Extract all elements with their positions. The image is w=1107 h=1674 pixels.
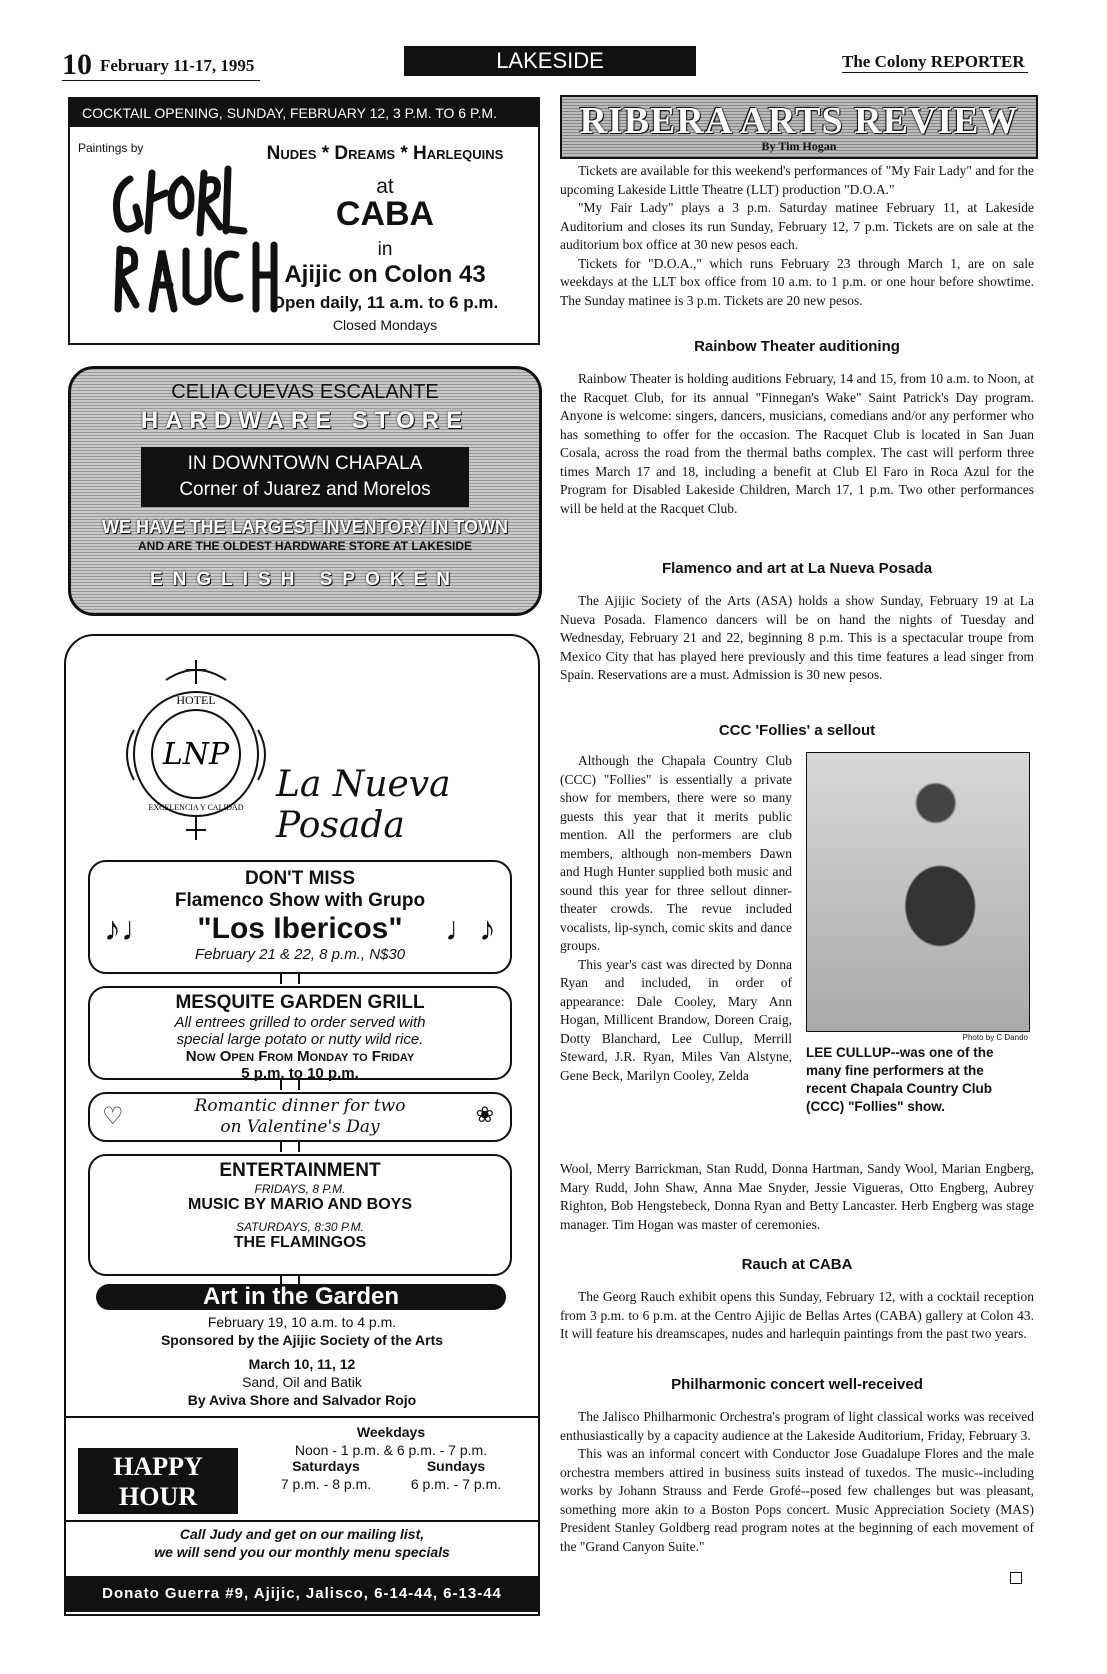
saturdays-act: THE FLAMINGOS — [233, 1234, 367, 1251]
la-nueva-posada-ad — [64, 634, 540, 1616]
sunday-times: 6 p.m. - 7 p.m. — [410, 1476, 502, 1492]
end-mark-icon — [1010, 1572, 1022, 1584]
flamenco-line: Flamenco Show with Grupo — [174, 890, 426, 911]
section-banner: LAKESIDE — [404, 46, 696, 76]
divider — [66, 1416, 538, 1418]
store-name: HARDWARE STORE — [140, 407, 470, 434]
issue-date: February 11-17, 1995 — [100, 56, 255, 75]
saturdays-label: Saturdays — [292, 1458, 360, 1474]
paintings-by-label: Paintings by — [78, 141, 144, 155]
newspaper-name: The Colony REPORTER — [842, 52, 1025, 71]
ccc-paragraph: Although the Chapala Country Club (CCC) "Follies" is essentially a private show for members, there were so many guests this year that it merits public mention. All the performers are club members, although non-members Dawn and Hugh Hunter supplied both music and sound this year for three sellout dinner-theater crowds. The revue included vocalists, lip-synch, comic skits and dance groups. — [560, 753, 792, 953]
location-line-1: IN DOWNTOWN CHAPALA — [187, 453, 423, 474]
heading-ccc: CCC 'Follies' a sellout — [718, 722, 876, 739]
mailing-list-line-2: we will send you our monthly menu specials — [154, 1544, 450, 1560]
inventory-claim: WE HAVE THE LARGEST INVENTORY IN TOWN — [101, 517, 509, 537]
mesquite-grill-box — [88, 986, 512, 1080]
flamenco-show-box — [88, 860, 512, 974]
heading-philharmonic: Philharmonic concert well-received — [671, 1376, 923, 1393]
at-label: at — [376, 175, 394, 198]
intro-paragraph: Tickets for "D.O.A.," which runs February 23 through March 1, are on sale weekdays at the LLT box office from 10 a.m. to 1 p.m. or one hour before showtime. The Sunday matinee is 3 p.m. Tickets are 20 new pesos. — [560, 255, 1034, 308]
review-banner — [560, 95, 1038, 159]
art-sponsor: Sponsored by the Ajijic Society of the Arts — [160, 1332, 444, 1348]
show-dates: February 21 & 22, 8 p.m., N$30 — [194, 946, 406, 963]
rauch-text — [560, 1288, 1034, 1344]
rauch-exhibit-ad — [68, 97, 540, 345]
flamenco-text — [560, 592, 1034, 685]
sundays-label: Sundays — [426, 1458, 486, 1474]
hotel-crest-logo — [106, 650, 286, 850]
in-label: in — [377, 239, 393, 260]
grill-line-1: All entrees grilled to order served with — [174, 1014, 426, 1031]
owner-name: CELIA CUEVAS ESCALANTE — [171, 381, 439, 403]
venue-location: Ajijic on Colon 43 — [284, 261, 486, 288]
ccc-text-continued: Wool, Merry Barrickman, Stan Rudd, Donna Hartman, Sandy Wool, Marian Engberg, Mary Rudd, John Shaw, Anna Mae Snyder, Jessie Vigueras, Otto Engberg, Aubrey Righton, Bob Hengstebeck, Donna Ryan and Betty Lancaster. Herb Engberg was stage manager. Tim Hogan was master of ceremonies. — [560, 1161, 1034, 1232]
english-spoken: ENGLISH SPOKEN — [150, 569, 460, 590]
art-artists: By Aviva Shore and Salvador Rojo — [187, 1392, 417, 1408]
music-note-icon: ♩♪ — [445, 910, 496, 948]
grill-hours: 5 p.m. to 10 p.m. — [241, 1065, 359, 1082]
crest-hotel-text: HOTEL — [176, 693, 216, 707]
rauch-paragraph: The Georg Rauch exhibit opens this Sunday, February 12, with a cocktail reception from 3 p.m. to 6 p.m. at the Centro Ajijic de Bellas Artes (CABA) gallery at Colon 43. It will feature his dreamscapes, nudes and harlequin paintings from the past two years. — [560, 1289, 1034, 1341]
philharmonic-paragraph: The Jalisco Philharmonic Orchestra's program of light classical works was received enthusiastically by a capacity audience at the Lakeside Auditorium, Friday, February 3. — [560, 1409, 1034, 1443]
heading-rauch: Rauch at CABA — [741, 1256, 853, 1273]
valentine-box — [88, 1092, 512, 1142]
heading-flamenco: Flamenco and art at La Nueva Posada — [661, 560, 933, 577]
crest-motto: EXCELENCIA Y CALIDAD — [148, 803, 244, 812]
art-in-garden-banner: Art in the Garden — [96, 1284, 506, 1310]
oldest-claim: AND ARE THE OLDEST HARDWARE STORE AT LAKESIDE — [137, 539, 472, 553]
opening-hours: Open daily, 11 a.m. to 6 p.m. — [271, 293, 499, 312]
review-byline: By Tim Hogan — [761, 139, 837, 153]
page-number: 10 — [62, 48, 92, 81]
entertainment-box — [88, 1154, 512, 1276]
philharmonic-paragraph: This was an informal concert with Conductor Jose Guadalupe Flores and the male orchestra members attired in business suits instead of tuxedos. The music--including works by Johann Strauss and Ferde Grofé--posed few challenges but was pleasant, something more akin to a Boston Pops concert. Music Appreciation Society (MAS) President Stanley Goldberg read program notes at the beginning of each movement of the "Grand Canyon Suite." — [560, 1446, 1034, 1554]
venue-name: CABA — [335, 195, 435, 233]
intro-text — [560, 162, 1034, 310]
address-footer: Donato Guerra #9, Ajijic, Jalisco, 6-14-44, 6-13-44 — [66, 1576, 538, 1612]
exhibit-title: Nudes * Dreams * Harlequins — [266, 143, 504, 164]
dont-miss: DON'T MISS — [244, 868, 356, 889]
valentine-line-2: on Valentine's Day — [220, 1117, 380, 1137]
box-connector — [280, 1078, 300, 1090]
hardware-store-ad — [68, 366, 542, 616]
location-line-2: Corner of Juarez and Morelos — [179, 479, 431, 500]
art-media: Sand, Oil and Batik — [242, 1374, 362, 1390]
weekday-times: Noon - 1 p.m. & 6 p.m. - 7 p.m. — [294, 1442, 488, 1458]
philharmonic-text — [560, 1408, 1034, 1556]
music-note-icon: ♪♩ — [104, 910, 155, 948]
fridays-act: MUSIC BY MARIO AND BOYS — [187, 1196, 412, 1213]
posada-name: La Nueva Posada — [276, 764, 451, 846]
closed-days: Closed Mondays — [332, 317, 438, 333]
cocktail-opening-bar: COCKTAIL OPENING, SUNDAY, FEBRUARY 12, 3 P.M. TO 6 P.M. — [70, 99, 538, 127]
ccc-paragraph: This year's cast was directed by Donna Ryan and included, in order of appearance: Dale Cooley, Mary Ann Hogan, Millicent Brandow, Doreen Craig, Dotty Blanchard, Lee Cullup, Merrill Steward, J.R. Ryan, Miles Van Alstyne, Gene Beck, Marilyn Cooley, Zelda — [560, 956, 792, 1083]
divider — [66, 1520, 538, 1522]
header-rule-left — [62, 80, 260, 81]
crest-monogram: LNP — [162, 737, 230, 772]
art-march-dates: March 10, 11, 12 — [248, 1356, 356, 1372]
intro-paragraph: Tickets are available for this weekend's performances of "My Fair Lady" and for the upcoming Lakeside Little Theatre (LLT) production "D.O.A." — [560, 163, 1034, 197]
flamenco-paragraph: The Ajijic Society of the Arts (ASA) holds a show Sunday, February 19 at La Nueva Posada. Flamenco dancers will be on hand the nights of Tuesday and Wednesday, February 21 and 22, beginning 8 p.m. This is a spectacular troupe from Mexico City that has played here previously and this time features a lead singer from Spain. Reservations are a must. Admission is 30 new pesos. — [560, 593, 1034, 682]
art-date: February 19, 10 a.m. to 4 p.m. — [207, 1314, 397, 1330]
mailing-list-line-1: Call Judy and get on our mailing list, — [179, 1526, 425, 1542]
heading-rainbow: Rainbow Theater auditioning — [694, 338, 900, 355]
ccc-text — [560, 752, 792, 1085]
fridays-time: FRIDAYS, 8 P.M. — [254, 1182, 346, 1196]
rose-icon: ❀ — [475, 1102, 494, 1127]
hour-label: HOUR — [119, 1482, 197, 1511]
rainbow-text — [560, 370, 1034, 518]
valentine-line-1: Romantic dinner for two — [194, 1096, 406, 1116]
grill-line-3: Now Open From Monday to Friday — [185, 1048, 415, 1065]
entertainment-title: ENTERTAINMENT — [219, 1160, 381, 1181]
happy-label: HAPPY — [113, 1452, 203, 1481]
weekdays-label: Weekdays — [356, 1424, 426, 1440]
photo-credit: Photo by C Dando — [962, 1033, 1028, 1042]
review-title: RIBERA ARTS REVIEW — [579, 100, 1019, 142]
grill-title: MESQUITE GARDEN GRILL — [175, 992, 425, 1013]
saturdays-time: SATURDAYS, 8:30 P.M. — [235, 1220, 365, 1234]
box-connector — [280, 972, 300, 984]
lee-cullup-photo — [806, 752, 1030, 1032]
location-box — [141, 447, 469, 507]
group-name: "Los Ibericos" — [197, 912, 403, 945]
photo-caption: LEE CULLUP--was one of the many fine performers at the recent Chapala Country Club (CCC) "Follies" show. — [806, 1045, 994, 1114]
rainbow-paragraph: Rainbow Theater is holding auditions February, 14 and 15, from 10 a.m. to Noon, at the Racquet Club, for its annual "Finnegan's Wake" Saint Patrick's Day program. Anyone is welcome: singers, dancers, musicians, comedians and/or any performer who has something to offer for the occasion. The Racquet Club is located in San Juan Cosala, across the road from the thermal baths complex. The cast will perform three times March 17 and 18, including a benefit at Club El Faro in Roca Azul for the Program for Disabled Lakeside Children, March 17, 1 p.m. Two other performances will be held at the Racquet Club. — [560, 371, 1034, 516]
heart-icon: ♡ — [102, 1103, 124, 1130]
grill-line-2: special large potato or nutty wild rice. — [176, 1031, 424, 1048]
intro-paragraph: "My Fair Lady" plays a 3 p.m. Saturday matinee February 11, at Lakeside Auditorium and closes its run Sunday, February 12, 7 p.m. Tickets are on sale at the auditorium box office at 30 new pesos each. — [560, 200, 1034, 252]
happy-hour-label — [78, 1448, 238, 1514]
header-rule-right — [842, 72, 1028, 73]
box-connector — [280, 1140, 300, 1152]
saturday-times: 7 p.m. - 8 p.m. — [280, 1476, 372, 1492]
